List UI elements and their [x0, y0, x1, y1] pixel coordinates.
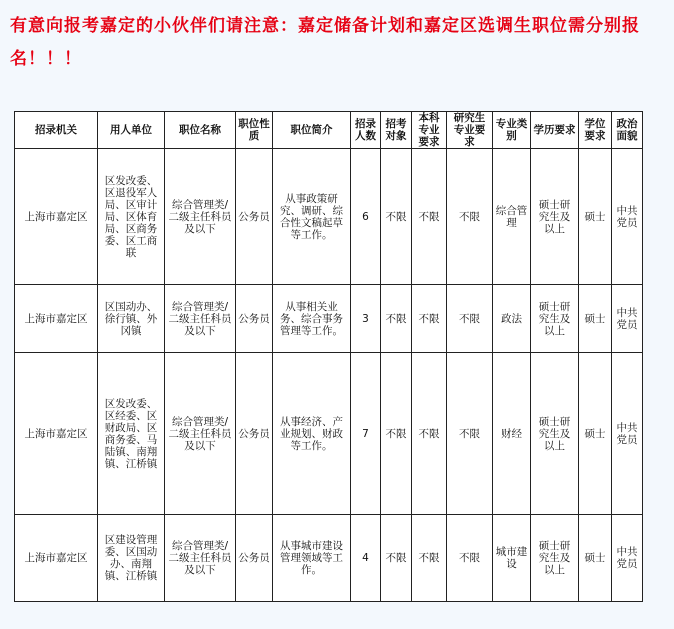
header-cell: 职位简介: [273, 112, 351, 149]
table-cell: 不限: [412, 149, 447, 285]
table-cell: 4: [351, 515, 381, 602]
table-cell: 从事政策研究、调研、综合性文稿起草等工作。: [273, 149, 351, 285]
header-cell: 学历要求: [531, 112, 579, 149]
header-cell: 政治面貌: [612, 112, 643, 149]
table-cell: 硕士: [579, 515, 612, 602]
header-cell: 研究生专业要求: [447, 112, 493, 149]
table-cell: 不限: [381, 285, 412, 353]
table-cell: 综合管理类/二级主任科员及以下: [165, 353, 236, 515]
table-cell: 硕士: [579, 149, 612, 285]
table-cell: 中共党员: [612, 149, 643, 285]
table-cell: 上海市嘉定区: [15, 285, 98, 353]
table-cell: 不限: [381, 353, 412, 515]
header-cell: 本科专业要求: [412, 112, 447, 149]
table-cell: 硕士研究生及以上: [531, 353, 579, 515]
table-cell: 从事经济、产业规划、财政等工作。: [273, 353, 351, 515]
table-cell: 硕士研究生及以上: [531, 149, 579, 285]
header-cell: 专业类别: [493, 112, 531, 149]
table-cell: 不限: [447, 285, 493, 353]
table-row: [15, 353, 643, 515]
table-row: [15, 285, 643, 353]
table-cell: 上海市嘉定区: [15, 353, 98, 515]
table-cell: 不限: [412, 353, 447, 515]
header-cell: 招录机关: [15, 112, 98, 149]
table-cell: 硕士: [579, 353, 612, 515]
header-cell: 学位要求: [579, 112, 612, 149]
table-cell: 7: [351, 353, 381, 515]
table-cell: 公务员: [236, 285, 273, 353]
table-cell: 不限: [381, 149, 412, 285]
table-cell: 公务员: [236, 353, 273, 515]
table-cell: 区发改委、区经委、区财政局、区商务委、马陆镇、南翔镇、江桥镇: [98, 353, 165, 515]
table-cell: 综合管理: [493, 149, 531, 285]
table-cell: 硕士研究生及以上: [531, 285, 579, 353]
table-cell: 综合管理类/二级主任科员及以下: [165, 149, 236, 285]
header-cell: 招录人数: [351, 112, 381, 149]
table-cell: 财经: [493, 353, 531, 515]
table-cell: 不限: [447, 515, 493, 602]
table-cell: 中共党员: [612, 285, 643, 353]
table-cell: 综合管理类/二级主任科员及以下: [165, 285, 236, 353]
table-cell: 中共党员: [612, 515, 643, 602]
table-cell: 6: [351, 149, 381, 285]
table-cell: 不限: [447, 353, 493, 515]
table-cell: 政法: [493, 285, 531, 353]
notice-heading: 有意向报考嘉定的小伙伴们请注意：嘉定储备计划和嘉定区选调生职位需分别报名！！！: [10, 16, 640, 69]
table-header-row: [15, 112, 643, 149]
table-cell: 硕士研究生及以上: [531, 515, 579, 602]
table-cell: 综合管理类/二级主任科员及以下: [165, 515, 236, 602]
table-cell: 公务员: [236, 515, 273, 602]
table-cell: 区发改委、区退役军人局、区审计局、区体育局、区商务委、区工商联: [98, 149, 165, 285]
table-cell: 中共党员: [612, 353, 643, 515]
header-cell: 招考对象: [381, 112, 412, 149]
table-cell: 不限: [381, 515, 412, 602]
table-cell: 从事城市建设管理领域等工作。: [273, 515, 351, 602]
table-cell: 公务员: [236, 149, 273, 285]
table-cell: 从事相关业务、综合事务管理等工作。: [273, 285, 351, 353]
table-cell: 硕士: [579, 285, 612, 353]
table-cell: 不限: [412, 285, 447, 353]
table-row: [15, 149, 643, 285]
header-cell: 职位性质: [236, 112, 273, 149]
job-table: [14, 111, 643, 602]
table-cell: 不限: [447, 149, 493, 285]
table-row: [15, 515, 643, 602]
header-cell: 职位名称: [165, 112, 236, 149]
table-cell: 上海市嘉定区: [15, 515, 98, 602]
table-cell: 3: [351, 285, 381, 353]
table-cell: 区国动办、徐行镇、外冈镇: [98, 285, 165, 353]
table-cell: 城市建设: [493, 515, 531, 602]
table-cell: 上海市嘉定区: [15, 149, 98, 285]
table-cell: 不限: [412, 515, 447, 602]
header-cell: 用人单位: [98, 112, 165, 149]
table-cell: 区建设管理委、区国动办、南翔镇、江桥镇: [98, 515, 165, 602]
